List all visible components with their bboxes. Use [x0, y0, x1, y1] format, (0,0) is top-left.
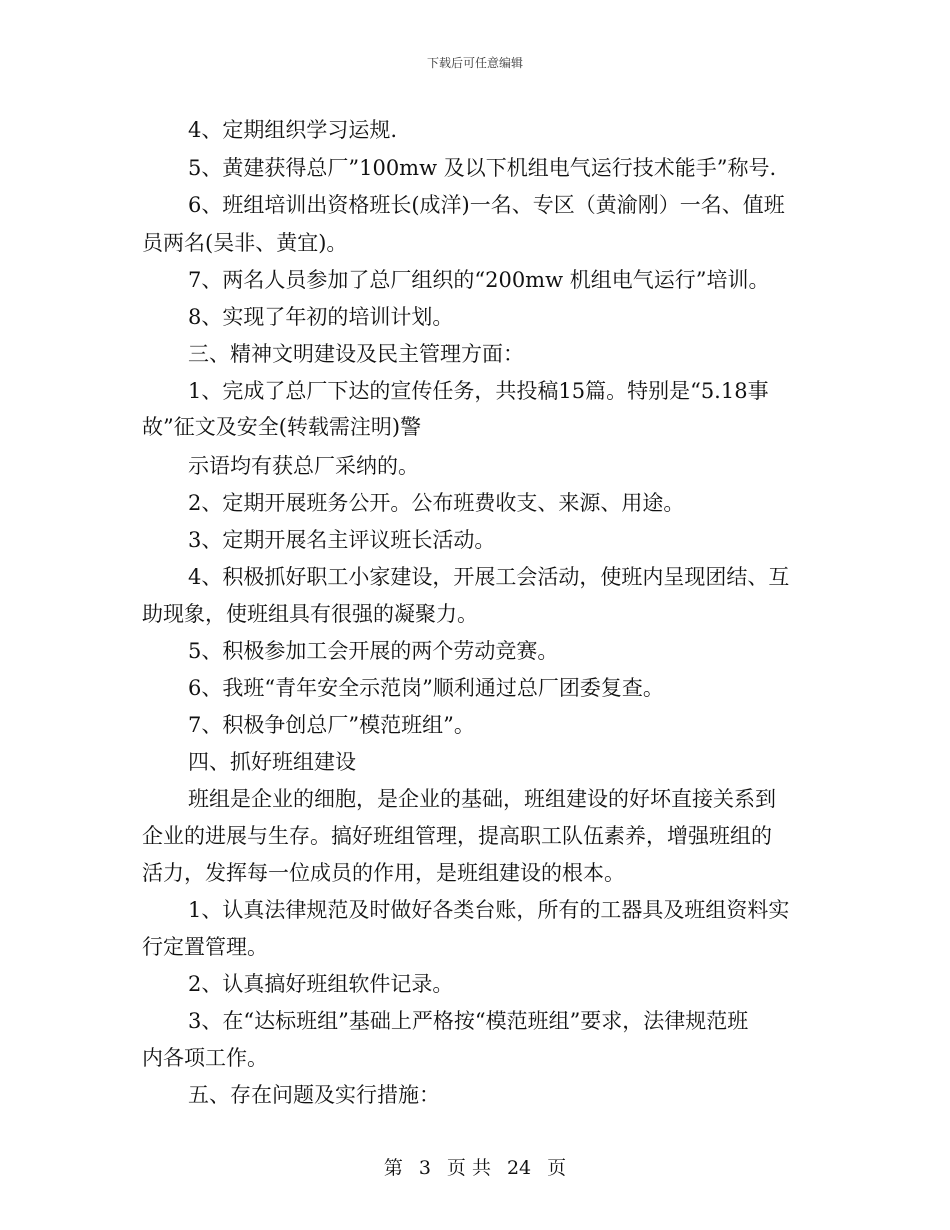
body-line: 1、认真法律规范及时做好各类台账，所有的工器具及班组资料实 [188, 898, 790, 922]
body-line: 6、我班“青年安全示范岗”顺利通过总厂团委复查。 [188, 676, 664, 700]
section-heading: 四、抓好班组建设 [188, 750, 356, 774]
page-number-total: 24 [506, 1157, 532, 1179]
page-prefix: 第 [383, 1157, 403, 1179]
body-line: 3、在“达标班组”基础上严格按“模范班组”要求，法律规范班 [188, 1009, 749, 1033]
page-number-current: 3 [418, 1157, 431, 1179]
body-line: 班组是企业的细胞，是企业的基础，班组建设的好坏直接关系到 [188, 787, 776, 811]
body-line: 2、定期开展班务公开。公布班费收支、来源、用途。 [188, 491, 685, 515]
body-line: 4、定期组织学习运规. [188, 118, 398, 142]
body-line: 8、实现了年初的培训计划。 [188, 305, 454, 329]
body-line: 7、两名人员参加了总厂组织的“200mw 机组电气运行”培训。 [188, 268, 770, 292]
body-line: 员两名(吴非、黄宜)。 [142, 231, 348, 255]
body-line: 内各项工作。 [142, 1046, 268, 1070]
section-heading: 三、精神文明建设及民主管理方面： [188, 342, 524, 366]
body-line: 1、完成了总厂下达的宣传任务，共投稿15篇。特别是“5.18事 [188, 379, 769, 403]
body-line: 活力，发挥每一位成员的作用，是班组建设的根本。 [142, 861, 625, 885]
body-line: 4、积极抓好职工小家建设，开展工会活动，使班内呈现团结、互 [188, 565, 790, 589]
page-suffix: 页 [547, 1157, 567, 1179]
body-line: 6、班组培训出资格班长(成洋)一名、专区（黄渝刚）一名、值班 [188, 193, 785, 217]
body-line: 5、黄建获得总厂”100mw 及以下机组电气运行技术能手”称号. [188, 156, 777, 180]
body-line: 3、定期开展名主评议班长活动。 [188, 528, 496, 552]
page-header-note: 下载后可任意编辑 [426, 56, 523, 70]
body-line: 助现象，使班组具有很强的凝聚力。 [142, 602, 478, 626]
body-line: 示语均有获总厂采纳的。 [188, 454, 419, 478]
body-line: 行定置管理。 [142, 935, 268, 959]
body-line: 故”征文及安全(转载需注明)警 [142, 415, 422, 439]
body-line: 企业的进展与生存。搞好班组管理，提高职工队伍素养，增强班组的 [142, 824, 772, 848]
section-heading: 五、存在问题及实行措施： [188, 1083, 440, 1107]
page-mid: 页 共 [446, 1157, 491, 1179]
body-line: 7、积极争创总厂”模范班组”。 [188, 713, 475, 737]
body-line: 5、积极参加工会开展的两个劳动竞赛。 [188, 639, 559, 663]
body-line: 2、认真搞好班组软件记录。 [188, 972, 454, 996]
page-footer [0, 1153, 950, 1180]
